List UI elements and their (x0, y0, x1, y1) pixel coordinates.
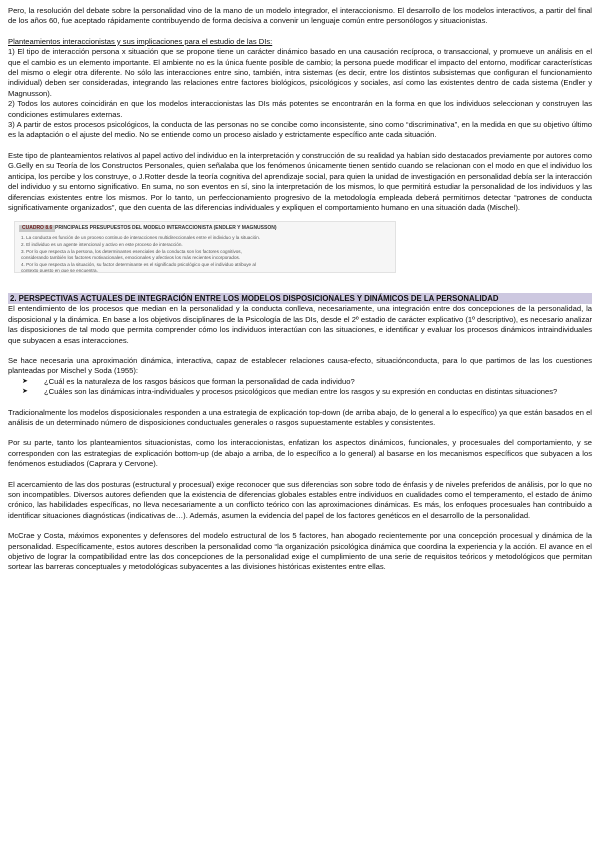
section-2-heading: 2. PERSPECTIVAS ACTUALES DE INTEGRACIÓN ENTRE LOS MODELOS DISPOSICIONALES Y DINÁMICOS DE LA PERSONALIDAD (8, 293, 592, 304)
arrow-right-icon: ➤ (22, 388, 28, 396)
embedded-table-image (14, 221, 396, 273)
section-2-paragraph: Por su parte, tanto los planteamientos situacionistas, como los interaccionistas, enfatizan los aspectos dinámicos, funcionales, y procesuales del comportamiento, y se corresponden con las estrategias de explicación bottom-up (de abajo a arriba, de lo específico a lo general) al basarse en los mecanismos específicos que subyacen a los fenómenos estudiados (Caprara y Cervone). (8, 438, 592, 469)
kelly-rotter-paragraph: Este tipo de planteamientos relativos al papel activo del individuo en la interpretación y construcción de su realidad ya habían sido destacados previamente por autores como G.Gelly en su Teoría de los Constructos Personales, quien señalaba que los fenómenos únicamente tienen sentido cuando se relacionan con el modo en que el individuo los anticipa, los percibe y los construye, o J.Rotter desde la teoría cognitiva del aprendizaje social, para quien la unidad de investigación en personalidad debía ser la interacción del individuo y su entorno significativo. En suma, no son eventos en sí, sino la interpretación de los mismos, lo que permitirá estudiar la personalidad de los individuos y las diferencias existentes entre los mismos. Por lo tanto, un perfeccionamiento progresivo de la metodología empleada deberá permitirnos detectar “patrones de conducta significativamente organizados”, que den cuenta de las diferencias individuales y expliquen el comportamiento humano en una situación dada (Mischel). (8, 150, 592, 212)
intro-paragraph: Pero, la resolución del debate sobre la personalidad vino de la mano de un modelo integrador, el interaccionismo. El desarrollo de los modelos interactivos, a partir del final de los años 60, fue aceptado rápidamente contribuyendo de forma decisiva a convenir un lenguaje común entre personólogos y situacionistas. (8, 6, 592, 26)
list-item (22, 376, 592, 387)
figure-line: 4. Por lo que respecta a la situación, su factor determinante es el significado psicológico que el individuo atribuye al (21, 261, 256, 267)
question-text: ¿Cuál es la naturaleza de los rasgos básicos que forman la personalidad de cada individuo? (44, 376, 355, 386)
figure-lines (21, 235, 389, 273)
arrow-right-icon: ➤ (22, 377, 28, 385)
list-item (22, 387, 592, 397)
figure-title: PRINCIPALES PRESUPUESTOS DEL MODELO INTERACCIONISTA (ENDLER Y MAGNUSSON) (55, 225, 277, 232)
figure-line: considerando también los factores motivacionales, emocionales y afectivos los más recientes incorporados. (21, 255, 241, 261)
list-item: 1) El tipo de interacción persona x situación que se propone tiene un carácter dinámico basado en una causación recíproca, o transaccional, y promueve un análisis en el que el cambio es un elemento importante. El ambiente no es la única fuente posible de cambio; la persona puede modificar el impacto del entorno, modificar características del mismo o elegir otra diferente. No sólo las interacciones entre sino, también, intra sistemas (es decir, entre los distintos subsistemas que configuran el funcionamiento individual) deben ser consideradas, integrando las relaciones entre factores biológicos, psicológicos y sociales, así como las existentes dentro de cada sistema (Endler y Magnusson). (8, 47, 592, 98)
interaccionismo-heading: Planteamientos interaccionistas y sus implicaciones para el estudio de las DIs: (8, 36, 273, 46)
question-text: ¿Cuáles son las dinámicas intra-individuales y procesos psicológicos que median entre los rasgos y su expresión en conductas en distintas situaciones? (44, 387, 558, 397)
section-2-paragraph: El acercamiento de las dos posturas (estructural y procesual) exige reconocer que sus diferencias son sobre todo de énfasis y de niveles preferidos de análisis, por lo que no son incompatibles. Diversos autores defienden que la existencia de diferencias globales estables entre individuos en cualidades como el temperamento, el estado de ánimo crónico, las habilidades específicas, no lleva necesariamente a un conflicto teórico con las aproximaciones dinámicas. Es más, los enfoques procesuales han contribuido a identificar situaciones diagnósticas (indicativas de…). Además, asumen la evidencia del papel de los factores genéticos en el desarrollo de la personalidad. (8, 479, 592, 520)
figure-line: 3. Por lo que respecta a la persona, los determinantes esenciales de la conducta son los factores cognitivos, (21, 248, 242, 254)
section-2-paragraph: Tradicionalmente los modelos disposicionales responden a una estrategia de explicación top-down (de arriba abajo, de lo general a lo específico) ya que están basados en el análisis de un determinado número de disposiciones conductuales generales o rasgos supuestamente estables y consistentes. (8, 407, 592, 427)
questions-list (8, 377, 592, 398)
section-2-paragraph: Se hace necesaria una aproximación dinámica, interactiva, capaz de establecer relaciones causa-efecto, situaciónconducta, para lo que partimos de las los cuestiones planteadas por Mischel y Soda (1955): (8, 355, 592, 376)
list-item: 3) A partir de estos procesos psicológicos, la conducta de las personas no se concibe como inconsistente, sino como “discriminativa”, en la medida en que su objetivo último es la adaptación o el ajuste del medio. No se entiende como un proceso aislado y estrictamente específico ante cada situación. (8, 120, 592, 140)
figure-line: contexto puesto en que se encuentra. (21, 268, 98, 274)
list-item: 2) Todos los autores coincidirán en que los modelos interaccionistas las DIs más potentes se encontrarán en la forma en que los individuos seleccionan y construyen las condiciones estimulares externas. (8, 99, 592, 119)
figure-line: 2. El individuo es un agente intencional y activo en este proceso de interacción. (21, 241, 183, 247)
figure-line: 1. La conducta es función de un proceso continuo de interacciones multidireccionales entre el individuo y la situación. (21, 235, 261, 241)
section-2-paragraph: McCrae y Costa, máximos exponentes y defensores del modelo estructural de los 5 factores, han abogado recientemente por una concepción procesual y dinámica de la personalidad. Específicamente, estos autores describen la personalidad como “la organización psicológica dinámica que coordina la experiencia y la acción. El avance en el objetivo de lograr la compatibilidad entre las dos concepciones de la personalidad exige el cumplimiento de una serie de requisitos teóricos y metodológicos que permitan sortear las barreras conceptuales y metodológicas subyacentes a las divisiones históricas existentes entre ellas. (8, 531, 592, 572)
document-page (8, 0, 592, 573)
figure-tag: CUADRO 8.6 (19, 225, 55, 232)
section-2-paragraph: El entendimiento de los procesos que median en la personalidad y la conducta conlleva, necesariamente, una integración entre dos concepciones de la personalidad, la disposicional y la dinámica. En base a los objetivos disciplinares de la Psicología de las DIs, desde el 2º estadio de carácter explicativo (1º descriptivo), es necesario analizar las disposiciones de tal modo que permita comprender cómo los individuos interactúan con las situaciones, e identificar y evaluar los procesos dinámicos intraindividuales que subyacen a esas interacciones. (8, 304, 592, 345)
